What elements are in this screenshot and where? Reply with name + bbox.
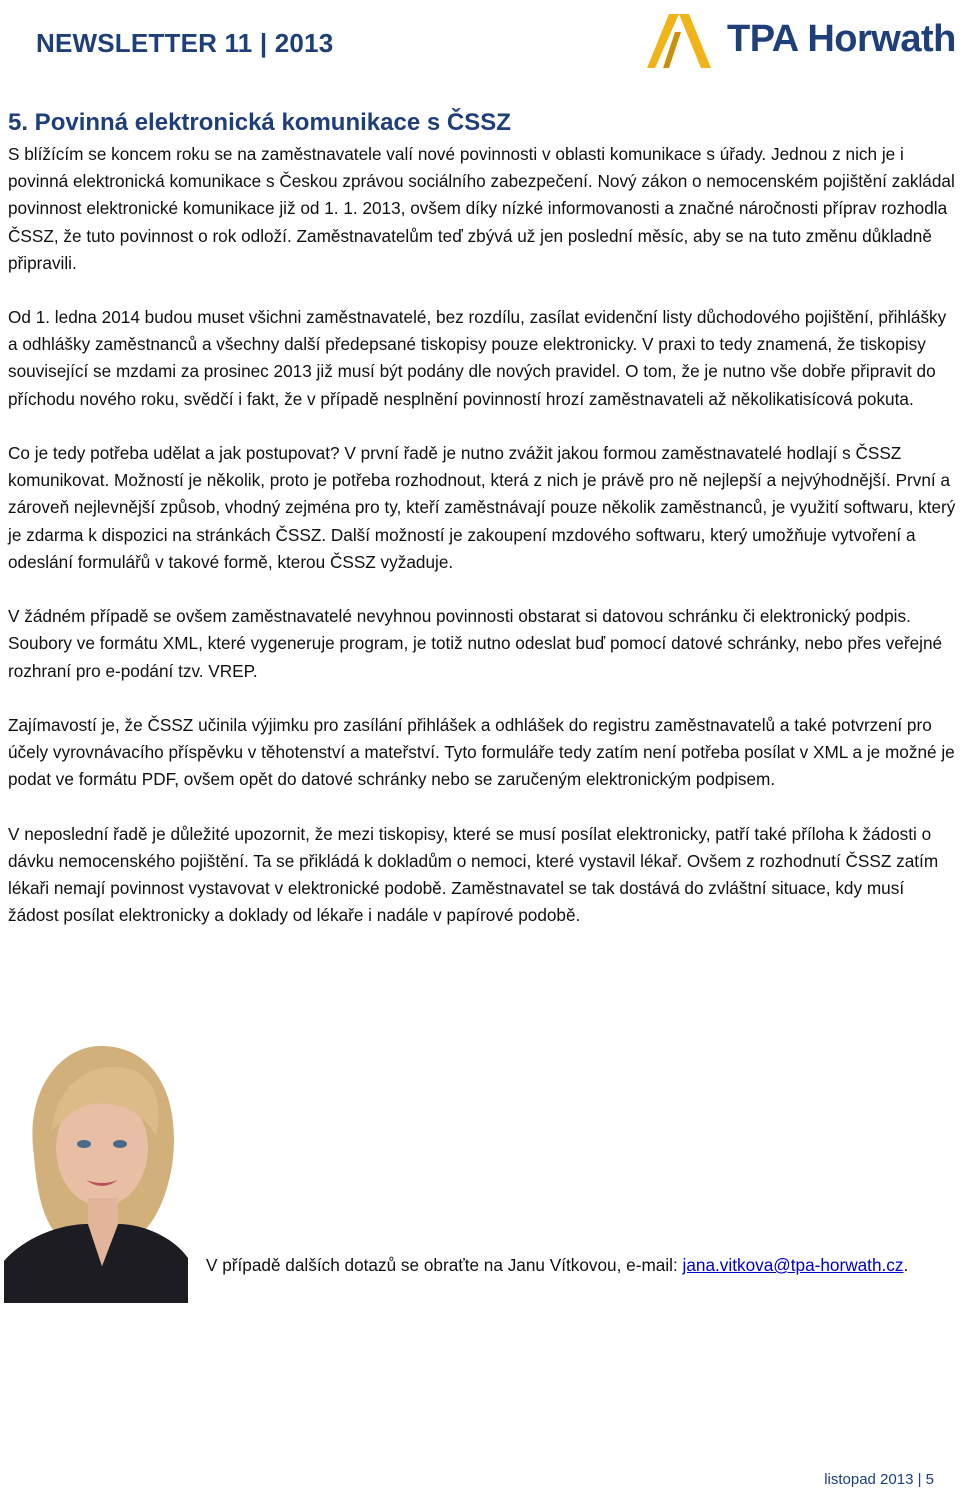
contact-email-link[interactable]: jana.vitkova@tpa-horwath.cz [682, 1255, 904, 1275]
tpa-horwath-logo [645, 8, 956, 76]
section-heading: 5. Povinná elektronická komunikace s ČSSZ [8, 109, 511, 136]
logo-wordmark: TPA Horwath [727, 18, 956, 60]
paragraph: Co je tedy potřeba udělat a jak postupovat? V první řadě je nutno zvážit jakou formou zaměstnavatelé hodlají s ČSSZ komunikovat. Možností je několik, proto je potřeba rozhodnout, která z nich je právě pro ně nejlepší a nejvýhodnější. První a zároveň nejlevnější způsob, vhodný zejména pro ty, kteří zaměstnávají pouze několik zaměstnanců, je využití softwaru, který je zdarma k dispozici na stránkách ČSSZ. Další možností je zakoupení mzdového softwaru, který umožňuje vytvoření a odeslání formulářů v takové formě, kterou ČSSZ vyžaduje. [8, 443, 956, 572]
paragraph: V žádném případě se ovšem zaměstnavatelé nevyhnou povinnosti obstarat si datovou schránku či elektronický podpis. Soubory ve formátu XML, které vygeneruje program, je totiž nutno odeslat buď pomocí datové schránky, nebo přes veřejné rozhraní pro e-podání tzv. VREP. [8, 606, 943, 681]
contact-suffix: . [903, 1255, 909, 1275]
contact-text: V případě dalších dotazů se obraťte na Janu Vítkovou, e-mail: [206, 1255, 683, 1275]
paragraph: Zajímavostí je, že ČSSZ učinila výjimku pro zasílání přihlášek a odhlášek do registru zaměstnavatelů a také potvrzení pro účely vyrovnávacího příspěvku v těhotenství a mateřství. Tyto formuláře tedy zatím není potřeba posílat v XML a je možné je podat ve formátu PDF, ovšem opět do datové schránky nebo se zaručeným elektronickým podpisem. [8, 715, 955, 790]
newsletter-title: NEWSLETTER 11 | 2013 [36, 28, 334, 58]
paragraph: V neposlední řadě je důležité upozornit, že mezi tiskopisy, které se musí posílat elektronicky, patří také příloha k žádosti o dávku nemocenského pojištění. Ta se přikládá k dokladům o nemoci, které vystavil lékař. Ovšem z rozhodnutí ČSSZ zatím lékaři nemají povinnost vystavovat v elektronické podobě. Zaměstnavatel se tak dostává do zvláštní situace, kdy musí žádost posílat elektronicky a doklady od lékaře i nadále v papírové podobě. [8, 823, 939, 926]
logo-mark-icon [645, 8, 725, 76]
page-footer: listopad 2013 | 5 [824, 1471, 934, 1488]
contact-info [206, 1252, 926, 1279]
article-body [8, 141, 958, 957]
paragraph: S blížícím se koncem roku se na zaměstnavatele valí nové povinnosti v oblasti komunikace s úřady. Jednou z nich je i povinná elektronická komunikace s Českou zprávou sociálního zabezpečení. Nový zákon o nemocenském pojištění zakládal povinnost elektronické komunikace již od 1. 1. 2013, ovšem díky nízké informovanosti a značné náročnosti příprav rozhodla ČSSZ, že tuto povinnost o rok odloží. Zaměstnavatelům teď zbývá už jen poslední měsíc, aby se na tuto změnu důkladně připravili. [8, 144, 955, 273]
paragraph: Od 1. ledna 2014 budou muset všichni zaměstnavatelé, bez rozdílu, zasílat evidenční listy důchodového pojištění, přihlášky a odhlášky zaměstnanců a všechny další předepsané tiskopisy pouze elektronicky. V praxi to tedy znamená, že tiskopisy související se mzdami za prosinec 2013 již musí být podány dle nových pravidel. O tom, že je nutno vše dobře připravit do příchodu nového roku, svědčí i fakt, že v případě nesplnění povinností hrozí zaměstnavateli až několikatisícová pokuta. [8, 307, 947, 409]
contact-portrait [4, 1026, 188, 1303]
